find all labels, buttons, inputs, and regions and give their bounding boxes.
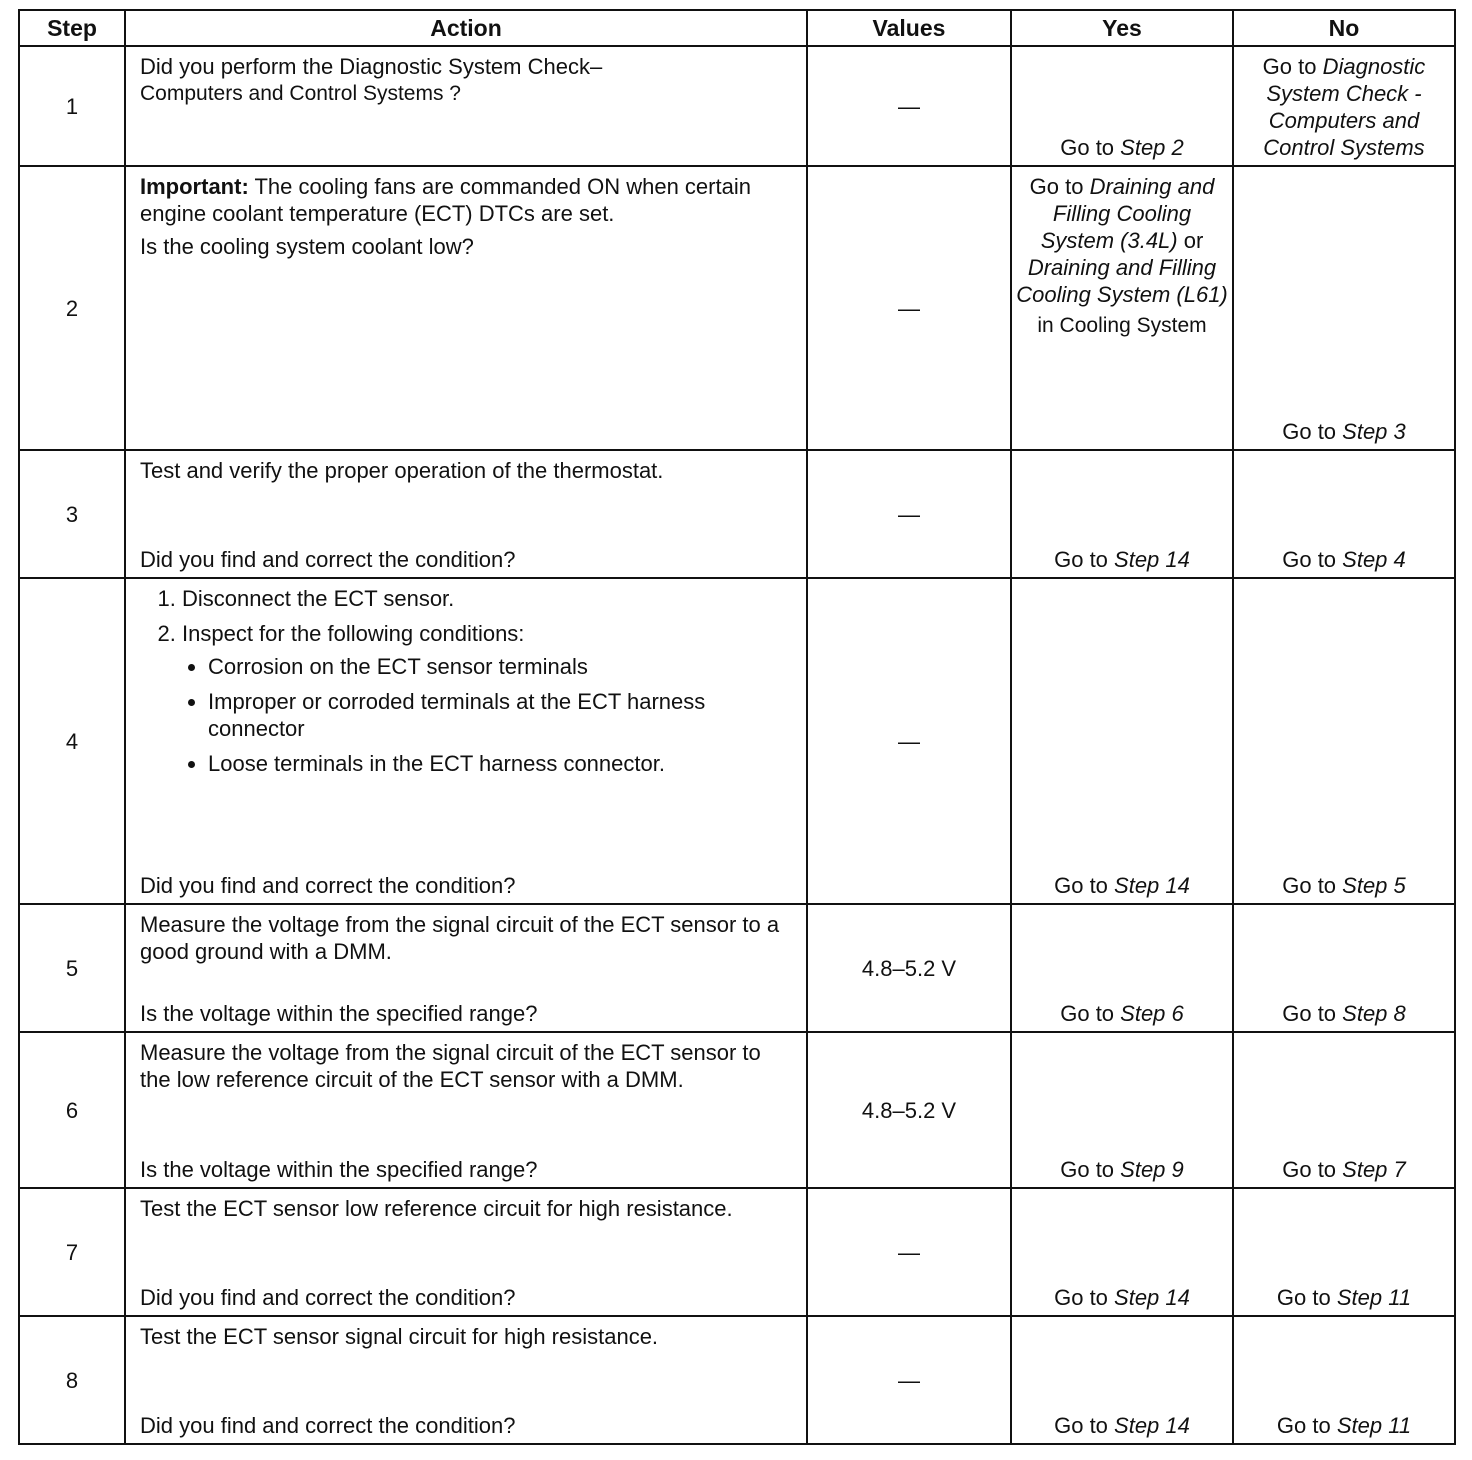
bullet-item: • Corrosion on the ECT sensor terminals [208,653,796,680]
yes-prefix: Go to [1060,1157,1121,1182]
no-link[interactable]: Step 11 [1336,1285,1412,1310]
no-prefix: Go to [1276,1413,1337,1438]
header-values: Values [807,10,1011,46]
value-cell: — [807,1316,1011,1444]
yes-cell [1011,166,1233,450]
important-note [140,173,796,227]
list-item [182,620,796,777]
table-row [19,166,1455,450]
question-text: Did you find and correct the condition? [140,1285,516,1310]
action-text: Computers and Control Systems ? [140,82,461,105]
header-step: Step [19,10,125,46]
yes-prefix: Go to [1054,547,1115,572]
table-row [19,904,1455,1032]
no-cell [1233,578,1455,904]
yes-link[interactable]: Step 14 [1114,1413,1190,1438]
no-prefix: Go to [1282,1001,1343,1026]
important-label: Important: [140,174,249,199]
bullet-item: • Loose terminals in the ECT harness connector. [208,750,796,777]
yes-link[interactable]: Step 14 [1114,547,1190,572]
no-prefix: Go to [1282,419,1343,444]
table-row [19,46,1455,166]
value-cell: — [807,46,1011,166]
yes-link[interactable]: Step 6 [1120,1001,1184,1026]
yes-prefix: Go to [1060,135,1121,160]
header-action: Action [125,10,807,46]
no-cell [1233,1316,1455,1444]
action-text: Did you perform the Diagnostic System Check– [140,54,603,79]
no-cell [1233,450,1455,578]
yes-prefix: Go to [1054,1285,1115,1310]
question-text: Is the voltage within the specified range? [140,1001,538,1026]
yes-cell [1011,904,1233,1032]
no-prefix: Go to [1282,1157,1343,1182]
value-cell: — [807,166,1011,450]
no-link[interactable]: Step 8 [1342,1001,1406,1026]
no-cell [1233,1188,1455,1316]
important-text: The cooling fans are commanded ON when certain engine coolant temperature (ECT) DTCs are set. [140,174,751,226]
header-row [19,10,1455,46]
yes-link[interactable]: Step 14 [1114,873,1190,898]
action-text: Measure the voltage from the signal circuit of the ECT sensor to the low reference circuit of the ECT sensor with a DMM. [140,1040,761,1092]
no-prefix: Go to [1262,54,1323,79]
no-prefix: Go to [1276,1285,1337,1310]
yes-link[interactable]: Step 2 [1120,135,1184,160]
action-cell [125,46,807,166]
yes-cell [1011,1316,1233,1444]
action-text: Measure the voltage from the signal circuit of the ECT sensor to a good ground with a DMM. [140,912,780,964]
header-yes: Yes [1011,10,1233,46]
action-cell [125,450,807,578]
question-text: Is the cooling system coolant low? [140,234,474,259]
value-cell: 4.8–5.2 V [807,904,1011,1032]
yes-prefix: Go to [1060,1001,1121,1026]
table-row [19,450,1455,578]
step-number: 5 [19,904,125,1032]
numbered-list [140,585,796,777]
action-cell [125,578,807,904]
action-text: Test and verify the proper operation of the thermostat. [140,458,664,483]
step-number: 7 [19,1188,125,1316]
yes-link[interactable]: Step 14 [1114,1285,1190,1310]
step-number: 4 [19,578,125,904]
no-cell [1233,904,1455,1032]
value-cell: — [807,578,1011,904]
bullet-item: • Improper or corroded terminals at the ECT harness connector [208,688,796,742]
value-cell: 4.8–5.2 V [807,1032,1011,1188]
step-number: 1 [19,46,125,166]
yes-cell [1011,578,1233,904]
step-number: 2 [19,166,125,450]
table-row [19,578,1455,904]
yes-cell [1011,1188,1233,1316]
yes-prefix: Go to [1054,1413,1115,1438]
no-prefix: Go to [1282,873,1343,898]
value-cell: — [807,450,1011,578]
question-text: Did you find and correct the condition? [140,873,516,898]
no-cell [1233,46,1455,166]
step-number: 3 [19,450,125,578]
diagnostic-table [18,9,1456,1445]
bullet-list [182,653,796,777]
no-cell [1233,1032,1455,1188]
yes-suffix: in Cooling System [1037,314,1207,337]
no-cell [1233,166,1455,450]
question-text: Did you find and correct the condition? [140,547,516,572]
action-cell [125,1316,807,1444]
table-row [19,1316,1455,1444]
step-number: 8 [19,1316,125,1444]
yes-cell [1011,46,1233,166]
action-cell [125,904,807,1032]
table-row [19,1188,1455,1316]
action-text: Test the ECT sensor low reference circuit for high resistance. [140,1196,733,1221]
table-row [19,1032,1455,1188]
yes-link[interactable]: Draining and Filling Cooling System (3.4L) [1040,174,1215,253]
step-number: 6 [19,1032,125,1188]
header-no: No [1233,10,1455,46]
no-link[interactable]: Step 4 [1342,547,1406,572]
yes-prefix: Go to [1029,174,1090,199]
question-text: Is the voltage within the specified range? [140,1157,538,1182]
no-prefix: Go to [1282,547,1343,572]
yes-link[interactable]: Draining and Filling Cooling System (L61) [1016,255,1228,307]
value-cell: — [807,1188,1011,1316]
yes-cell [1011,1032,1233,1188]
action-cell [125,166,807,450]
question-text: Did you find and correct the condition? [140,1413,516,1438]
yes-prefix: Go to [1054,873,1115,898]
yes-link[interactable]: Step 9 [1120,1157,1184,1182]
no-link[interactable]: Step 5 [1342,873,1406,898]
no-link[interactable]: Step 3 [1342,419,1406,444]
no-link[interactable]: Diagnostic System Check - Computers and Control Systems [1263,54,1426,160]
list-item: 1. Disconnect the ECT sensor. [182,585,796,612]
list-item-text: Inspect for the following conditions: [182,621,525,646]
action-cell [125,1188,807,1316]
no-link[interactable]: Step 7 [1342,1157,1406,1182]
yes-or: or [1177,228,1204,253]
no-link[interactable]: Step 11 [1336,1413,1412,1438]
action-text: Test the ECT sensor signal circuit for high resistance. [140,1324,659,1349]
action-cell [125,1032,807,1188]
yes-cell [1011,450,1233,578]
